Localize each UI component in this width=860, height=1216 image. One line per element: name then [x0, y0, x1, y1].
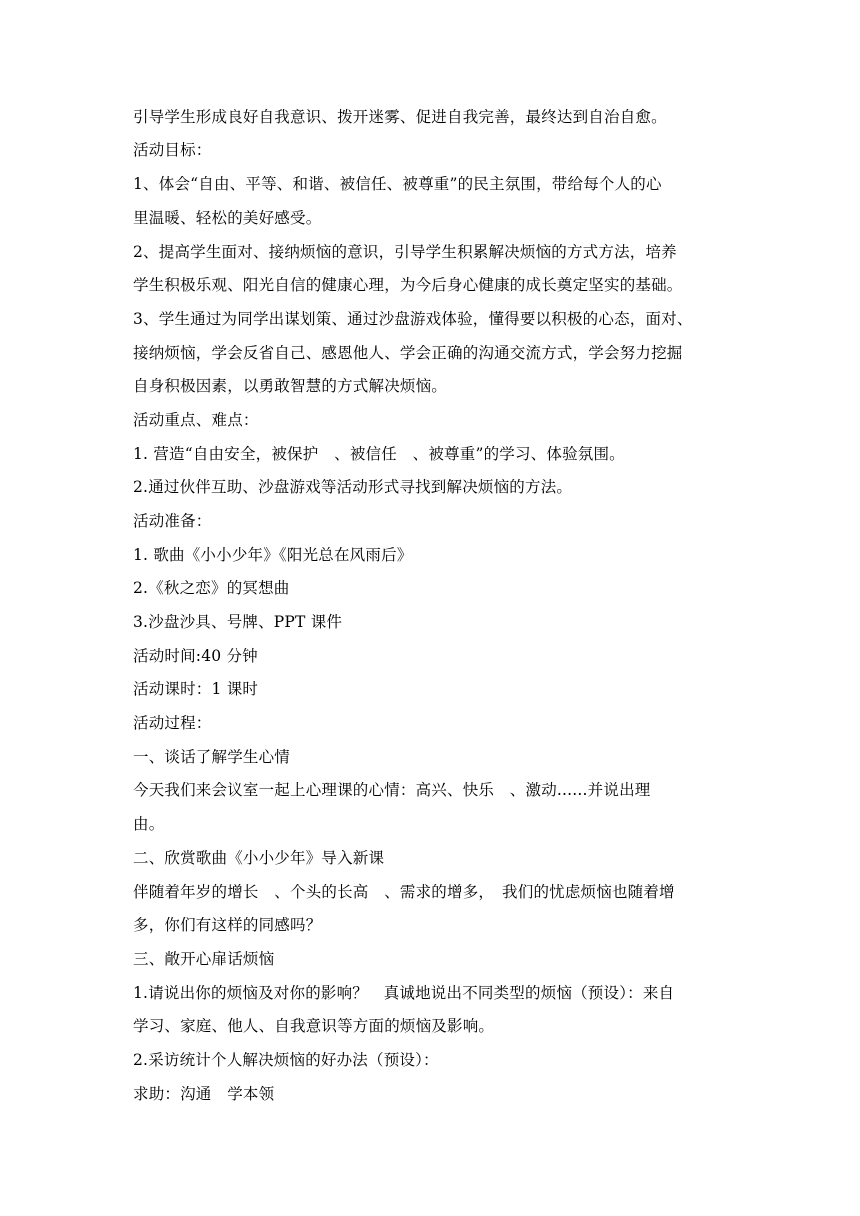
paragraph-line: 活动课时：1 课时: [133, 680, 259, 698]
paragraph-line: 由。: [133, 815, 165, 833]
paragraph-line: 3.沙盘沙具、号牌、PPT 课件: [133, 613, 343, 631]
paragraph-line: 自身积极因素，以勇敢智慧的方式解决烦恼。: [133, 377, 448, 395]
paragraph-line: 2.采访统计个人解决烦恼的好办法（预设）：: [133, 1051, 439, 1069]
section-heading: 活动准备：: [133, 512, 212, 530]
paragraph-line: 学习、家庭、他人、自我意识等方面的烦恼及影响。: [133, 1017, 495, 1035]
section-heading: 活动重点、难点：: [133, 411, 259, 429]
paragraph-line: 今天我们来会议室一起上心理课的心情：高兴、快乐 、激动......并说出理: [133, 781, 651, 799]
paragraph-line: 求助：沟通 学本领: [133, 1085, 275, 1103]
paragraph-line: 学生积极乐观、阳光自信的健康心理，为今后身心健康的成长奠定坚实的基础。: [133, 276, 683, 294]
paragraph-line: 活动时间:40 分钟: [133, 647, 258, 665]
paragraph-line: 2、提高学生面对、接纳烦恼的意识，引导学生积累解决烦恼的方式方法，培养: [133, 243, 677, 261]
section-heading: 三、敞开心扉话烦恼: [133, 950, 275, 968]
paragraph-line: 1.请说出你的烦恼及对你的影响？ 真诚地说出不同类型的烦恼（预设）：来自: [133, 984, 675, 1002]
paragraph-line: 1. 营造“自由安全，被保护 、被信任 、被尊重”的学习、体验氛围。: [133, 445, 625, 463]
paragraph-line: 接纳烦恼，学会反省自己、感恩他人、学会正确的沟通交流方式，学会努力挖掘: [133, 344, 683, 362]
paragraph-line: 伴随着年岁的增长 、个头的长高 、需求的增多， 我们的忧虑烦恼也随着增: [133, 883, 675, 901]
paragraph-line: 2.通过伙伴互助、沙盘游戏等活动形式寻找到解决烦恼的方法。: [133, 478, 573, 496]
paragraph-line: 1、体会“自由、平等、和谐、被信任、被尊重”的民主氛围，带给每个人的心: [133, 175, 662, 193]
section-heading: 活动过程：: [133, 714, 212, 732]
paragraph-line: 里温暖、轻松的美好感受。: [133, 209, 322, 227]
paragraph-line: 3、学生通过为同学出谋划策、通过沙盘游戏体验，懂得要以积极的心态，面对、: [133, 310, 693, 328]
paragraph-line: 多，你们有这样的同感吗？: [133, 916, 322, 934]
section-heading: 活动目标：: [133, 141, 212, 159]
paragraph-line: 1. 歌曲《小小少年》《阳光总在风雨后》: [133, 546, 413, 564]
section-heading: 二、欣赏歌曲《小小少年》导入新课: [133, 849, 385, 867]
paragraph-line: 引导学生形成良好自我意识、拨开迷雾、促进自我完善，最终达到自治自愈。: [133, 108, 667, 126]
section-heading: 一、谈话了解学生心情: [133, 748, 291, 766]
paragraph-line: 2.《秋之恋》的冥想曲: [133, 579, 290, 597]
